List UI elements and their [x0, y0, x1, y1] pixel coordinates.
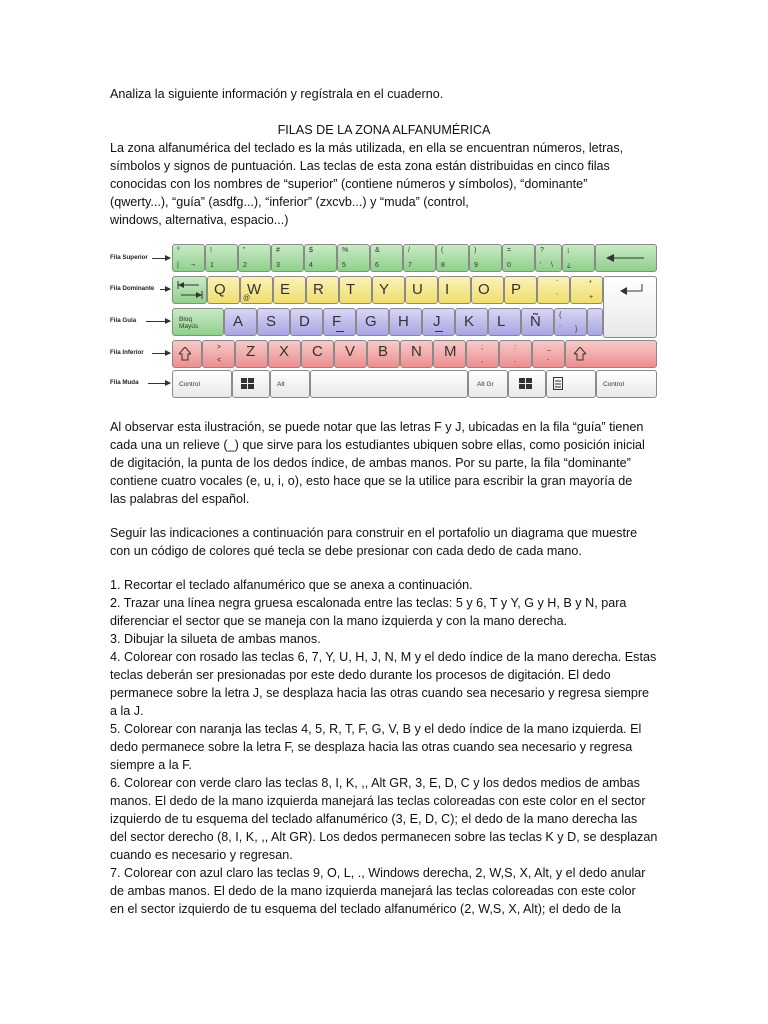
shift-arrow-icon — [574, 347, 586, 361]
text-line: conocidas con los nombres de “superior” (contiene números y símbolos), “dominante” — [110, 177, 588, 191]
text-line: con un código de colores qué tecla se debe presionar con cada dedo de cada mano. — [110, 544, 582, 558]
row-label-guia: Fila Guía — [110, 317, 137, 324]
enter-arrow-icon — [620, 283, 644, 297]
key-dominante: * + — [570, 276, 603, 304]
key-shift-left — [172, 340, 202, 368]
key-inferior: ; , — [466, 340, 499, 368]
key-superior: ? ' \ — [535, 244, 562, 272]
list-item: en el sector izquierdo de tu esquema del teclado alfanumérico (2, W,S, X, Alt); el dedo de la — [110, 902, 622, 916]
list-item: siempre a la F. — [110, 758, 192, 772]
tab-arrows-icon — [177, 279, 203, 301]
home-bump-mark — [336, 331, 344, 332]
key-tab — [172, 276, 207, 304]
text-line: las palabras del español. — [110, 492, 250, 506]
key-inferior: X — [268, 340, 301, 368]
key-superior: & 6 — [370, 244, 403, 272]
row-pointer-arrow — [152, 258, 170, 259]
key-superior: / 7 — [403, 244, 436, 272]
key-space — [310, 370, 468, 398]
key-dominante: R — [306, 276, 339, 304]
row-pointer-arrow — [148, 383, 170, 384]
key-guia: G — [356, 308, 389, 336]
key-dominante: U — [405, 276, 438, 304]
row-label-dominante: Fila Dominante — [110, 285, 155, 292]
key-dominante: W @ — [240, 276, 273, 304]
key-shift-right — [565, 340, 657, 368]
key-alt-gr: Alt Gr — [468, 370, 508, 398]
key-superior: = 0 — [502, 244, 535, 272]
key-superior: % 5 — [337, 244, 370, 272]
key-guia: H — [389, 308, 422, 336]
key-dominante: P — [504, 276, 537, 304]
section-title: FILAS DE LA ZONA ALFANUMÉRICA — [277, 123, 491, 137]
key-guia: D — [290, 308, 323, 336]
key-control-right: Control — [596, 370, 657, 398]
windows-logo-icon — [241, 378, 255, 390]
row-pointer-arrow — [160, 289, 170, 290]
list-item: izquierdo de tu esquema del teclado alfanumérico (3, E, D, C); el dedo de la mano derecha las — [110, 812, 638, 826]
list-item: manos. El dedo de la mano izquierda manejará las teclas coloreadas con este color en el sector — [110, 794, 646, 808]
text-line: de digitación, la punta de los dedos índice, de ambas manos. Por su parte, la fila “dominante” — [110, 456, 631, 470]
key-guia: { ´ } — [554, 308, 587, 336]
key-superior: ! 1 — [205, 244, 238, 272]
key-dominante: O — [471, 276, 504, 304]
key-guia: S — [257, 308, 290, 336]
key-guia: Ñ — [521, 308, 554, 336]
key-inferior: _ - — [532, 340, 565, 368]
list-item: diferenciar el sector que se maneja con la mano izquierda y con la mano derecha. — [110, 614, 568, 628]
key-inferior: > < — [202, 340, 235, 368]
list-item: permanece sobre la letra J, se desplaza hacia las otras cuando sea necesario y regresa siempre — [110, 686, 650, 700]
key-dominante: E — [273, 276, 306, 304]
row-label-superior: Fila Superior — [110, 254, 148, 261]
list-item: de ambas manos. El dedo de la mano izquierda manejará las teclas coloreadas con este color — [110, 884, 636, 898]
shift-arrow-icon — [179, 347, 191, 361]
text-line: cada una un relieve (_) que sirve para los estudiantes ubiquen sobre ellas, como posición inicial — [110, 438, 645, 452]
text-line: Seguir las indicaciones a continuación para construir en el portafolio un diagrama que muestre — [110, 526, 638, 540]
key-inferior: M — [433, 340, 466, 368]
key-control-left: Control — [172, 370, 232, 398]
key-guia — [587, 308, 603, 336]
key-windows-left — [232, 370, 270, 398]
key-superior: ) 9 — [469, 244, 502, 272]
key-dominante: T — [339, 276, 372, 304]
list-item: 7. Colorear con azul claro las teclas 9, O, L, ., Windows derecha, 2, W,S, X, Alt, y el dedo anular — [110, 866, 646, 880]
key-superior: # 3 — [271, 244, 304, 272]
row-label-muda: Fila Muda — [110, 379, 139, 386]
key-guia-f: F — [323, 308, 356, 336]
key-caps-lock: Bloq Mayús — [172, 308, 224, 336]
text-line: (qwerty...), “guía” (asdfg...), “inferior” (zxcvb...) y “muda” (control, — [110, 195, 469, 209]
list-item: 1. Recortar el teclado alfanumérico que se anexa a continuación. — [110, 578, 473, 592]
key-enter — [603, 276, 657, 338]
key-dominante: I — [438, 276, 471, 304]
key-guia: L — [488, 308, 521, 336]
list-item: dedo permanece sobre la letra F, se desplaza hacia las otras cuando sea necesario y regresa — [110, 740, 633, 754]
row-pointer-arrow — [146, 321, 170, 322]
key-inferior: V — [334, 340, 367, 368]
key-dominante: ¨ ` — [537, 276, 570, 304]
list-item: a la J. — [110, 704, 144, 718]
key-inferior: : . — [499, 340, 532, 368]
row-label-inferior: Fila Inferior — [110, 349, 144, 356]
key-superior: º | ¬ — [172, 244, 205, 272]
key-guia: A — [224, 308, 257, 336]
key-dominante: Q — [207, 276, 240, 304]
text-line: símbolos y signos de puntuación. Las teclas de esta zona están distribuidas en cinco filas — [110, 159, 610, 173]
key-superior: $ 4 — [304, 244, 337, 272]
key-menu — [546, 370, 596, 398]
key-windows-right — [508, 370, 546, 398]
key-guia-j: J — [422, 308, 455, 336]
windows-logo-icon — [519, 378, 533, 390]
key-inferior: B — [367, 340, 400, 368]
row-pointer-arrow — [152, 353, 170, 354]
home-bump-mark — [435, 331, 443, 332]
key-guia: K — [455, 308, 488, 336]
key-dominante: Y — [372, 276, 405, 304]
key-backspace — [595, 244, 657, 272]
menu-icon — [553, 377, 565, 391]
key-superior: ¡ ¿ — [562, 244, 595, 272]
text-line: windows, alternativa, espacio...) — [110, 213, 289, 227]
keyboard-illustration — [110, 240, 658, 400]
list-item: 4. Colorear con rosado las teclas 6, 7, Y, U, H, J, N, M y el dedo índice de la mano derecha. Estas — [110, 650, 657, 664]
text-line: La zona alfanumérica del teclado es la más utilizada, en ella se encuentran números, letras, — [110, 141, 624, 155]
key-inferior: N — [400, 340, 433, 368]
text-line: contiene cuatro vocales (e, u, i, o), esto hace que se la utilice para escribir la gran mayoría de — [110, 474, 633, 488]
list-item: 5. Colorear con naranja las teclas 4, 5, R, T, F, G, V, B y el dedo índice de la mano izquierda. El — [110, 722, 642, 736]
backspace-arrow-icon — [606, 253, 646, 263]
key-inferior: Z — [235, 340, 268, 368]
list-item: cuando es necesario y regresan. — [110, 848, 293, 862]
list-item: 2. Trazar una línea negra gruesa escalonada entre las teclas: 5 y 6, T y Y, G y H, B y N, para — [110, 596, 627, 610]
list-item: 6. Colorear con verde claro las teclas 8, I, K, ,, Alt GR, 3, E, D, C y los dedos medios de ambas — [110, 776, 640, 790]
list-item: del sector derecho (8, I, K, ,, Alt GR). Los dedos permanecen sobre las teclas K y D, se desplazan — [110, 830, 658, 844]
intro-text: Analiza la siguiente información y regístrala en el cuaderno. — [110, 87, 444, 101]
list-item: teclas deberán ser presionadas por este dedo durante los procesos de digitación. El dedo — [110, 668, 611, 682]
list-item: 3. Dibujar la silueta de ambas manos. — [110, 632, 321, 646]
key-superior: " 2 — [238, 244, 271, 272]
text-line: Al observar esta ilustración, se puede notar que las letras F y J, ubicadas en la fila “guía” tienen — [110, 420, 644, 434]
key-alt: Alt — [270, 370, 310, 398]
key-superior: ( 8 — [436, 244, 469, 272]
key-inferior: C — [301, 340, 334, 368]
